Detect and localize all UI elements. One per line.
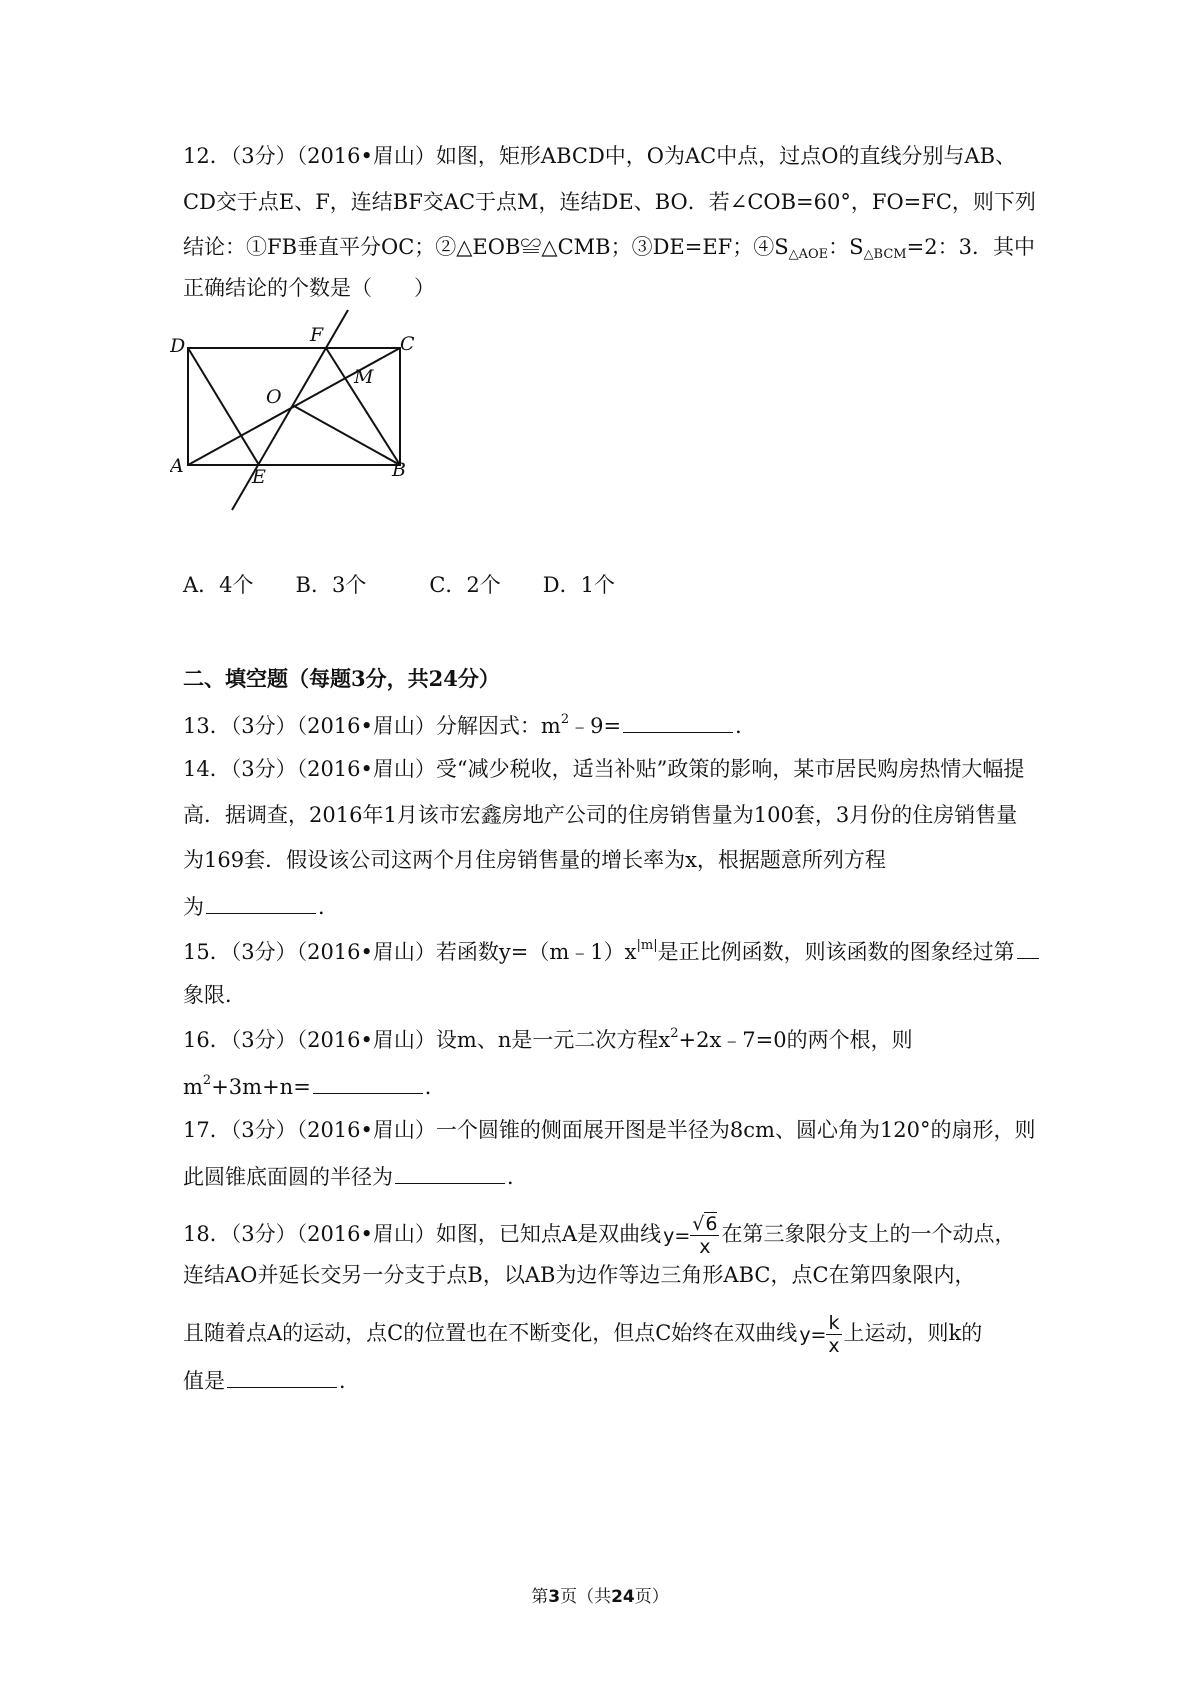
q15-line1: 15．（3分）（2016•眉山）若函数$y=(m﹣1)x^{|m|}$是正比例函数，则该函数的图象经过第	[183, 938, 1041, 964]
q13: 13．（3分）（2016•眉山）分解因式：$m^2﹣9=$ ．	[183, 712, 757, 738]
segment-de	[188, 348, 259, 465]
page-footer: 第3页（共24页）	[531, 1587, 669, 1607]
q12-line3: 结论：①FB垂直平分OC；②△EOB≌△CMB；③DE=EF；$④S_{\triangle AOE}$：$S_{\triangle BCM}=2$：3．其中	[183, 235, 1035, 262]
label-d: D	[170, 335, 186, 357]
label-o: O	[266, 386, 282, 408]
q18-line1: 18．（3分）（2016•眉山）如图，已知点A是双曲线 y= $\frac{√6}{x}$ 在第三象限分支上的一个动点，	[183, 1213, 1016, 1258]
q14-line2: 高．据调查，2016年1月该市宏鑫房地产公司的住房销售量为100套，3月份的住房销售量	[183, 803, 1018, 827]
label-c: C	[400, 333, 415, 355]
section-title: 二、填空题（每题3分，共24分）	[183, 666, 500, 691]
q14-line3: 为169套．假设该公司这两个月住房销售量的增长率为x，根据题意所列方程	[183, 848, 886, 872]
rectangle-figure	[170, 300, 460, 535]
segment-bo	[294, 406, 400, 465]
q18-line3: 且随着点A的运动，点C的位置也在不断变化，但点C始终在双曲线 y= $\frac{k}{x}$ 上运动，则k的	[183, 1312, 983, 1357]
label-f: F	[310, 324, 324, 346]
q16-line1: 16．（3分）（2016•眉山）设m、n是一元二次方程$x^2+2x﹣7=0$的两个根，则	[183, 1026, 913, 1052]
q13-answer-blank	[623, 712, 733, 733]
label-m: M	[354, 366, 374, 388]
q14-answer-blank	[206, 893, 316, 914]
q12-line4: 正确结论的个数是（ ）	[183, 276, 435, 300]
q15-answer-blank	[1017, 938, 1039, 959]
q12-line2: CD交于点E、F，连结BF交AC于点M，连结DE、BO．若∠COB=60°，FO=FC，则下列	[183, 190, 1036, 214]
q18-line4: 值是 ．	[183, 1369, 360, 1393]
label-b: B	[392, 459, 406, 481]
q12-options: A．4个 B．3个 C．2个 D．1个	[183, 573, 615, 597]
hyperbola-formula-1: y= $\frac{√6}{x}$	[663, 1213, 718, 1258]
q14-line1: 14．（3分）（2016•眉山）受“减少税收，适当补贴”政策的影响，某市居民购房热情大幅提	[183, 757, 1025, 781]
hyperbola-formula-2: y= $\frac{k}{x}$	[799, 1312, 840, 1357]
q15-line2: 象限．	[183, 983, 246, 1007]
q16-answer-blank	[313, 1073, 423, 1094]
q16-line2: $m^2+3m+n=$ ．	[183, 1073, 446, 1099]
q17-answer-blank	[395, 1163, 505, 1184]
q12-line1: 12．（3分）（2016•眉山）如图，矩形ABCD中，O为AC中点，过点O的直线分别与AB、	[183, 144, 1017, 168]
label-a: A	[170, 455, 184, 477]
label-e: E	[252, 466, 266, 488]
line-ef	[232, 310, 348, 510]
q18-answer-blank	[227, 1367, 337, 1388]
q14-line4: 为 ．	[183, 895, 339, 919]
q17-line1: 17．（3分）（2016•眉山）一个圆锥的侧面展开图是半径为8cm、圆心角为120°的扇形，则	[183, 1118, 1036, 1142]
q17-line2: 此圆锥底面圆的半径为 ．	[183, 1165, 528, 1189]
q18-line2: 连结AO并延长交另一分支于点B，以AB为边作等边三角形ABC，点C在第四象限内，	[183, 1263, 976, 1287]
